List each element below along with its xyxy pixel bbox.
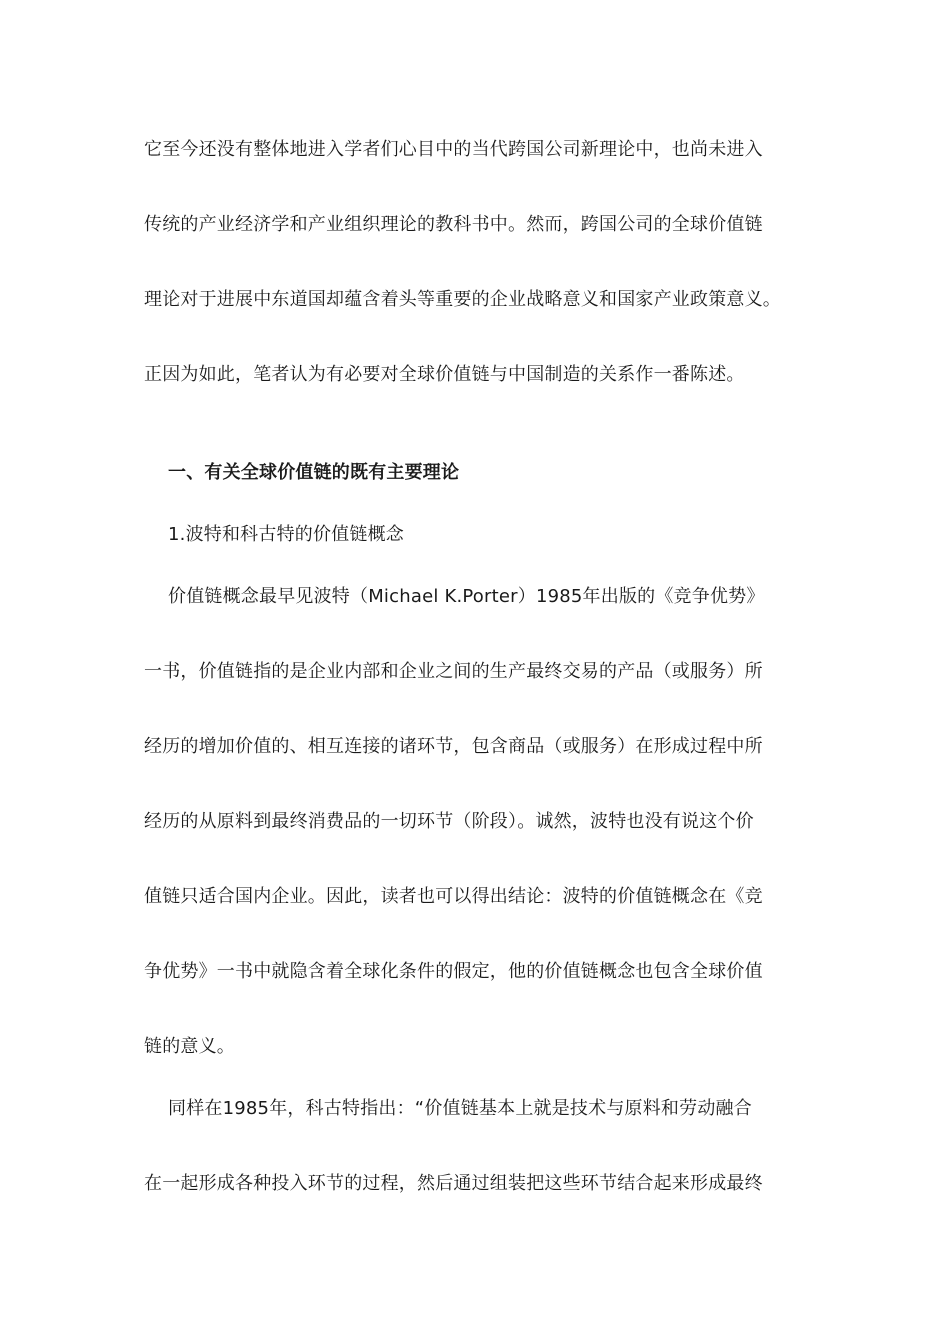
paragraph2-line-1: 同样在1985年，科古特指出：“价值链基本上就是技术与原料和劳动融合	[168, 1098, 752, 1119]
paragraph1-line-3: 经历的增加价值的、相互连接的诸环节，包含商品（或服务）在形成过程中所	[144, 736, 763, 757]
paragraph1-line-7: 链的意义。	[144, 1036, 235, 1057]
intro-line-2: 传统的产业经济学和产业组织理论的教科书中。然而，跨国公司的全球价值链	[144, 214, 763, 235]
paragraph1-line-4: 经历的从原料到最终消费品的一切环节（阶段）。诚然，波特也没有说这个价	[144, 811, 754, 832]
paragraph1-line-6: 争优势》一书中就隐含着全球化条件的假定，他的价值链概念也包含全球价值	[144, 961, 763, 982]
paragraph1-line-5: 值链只适合国内企业。因此，读者也可以得出结论：波特的价值链概念在《竞	[144, 886, 763, 907]
paragraph1-line-2: 一书，价值链指的是企业内部和企业之间的生产最终交易的产品（或服务）所	[144, 661, 763, 682]
intro-line-3: 理论对于进展中东道国却蕴含着头等重要的企业战略意义和国家产业政策意义。	[144, 289, 781, 310]
paragraph2-line-2: 在一起形成各种投入环节的过程，然后通过组装把这些环节结合起来形成最终	[144, 1173, 763, 1194]
intro-line-1: 它至今还没有整体地进入学者们心目中的当代跨国公司新理论中，也尚未进入	[144, 139, 763, 160]
paragraph1-line-1: 价值链概念最早见波特（Michael K.Porter）1985年出版的《竞争优势》	[168, 586, 765, 607]
subsection-heading: 1.波特和科古特的价值链概念	[168, 524, 404, 545]
section-heading: 一、有关全球价值链的既有主要理论	[168, 462, 460, 483]
intro-line-4: 正因为如此，笔者认为有必要对全球价值链与中国制造的关系作一番陈述。	[144, 364, 745, 385]
